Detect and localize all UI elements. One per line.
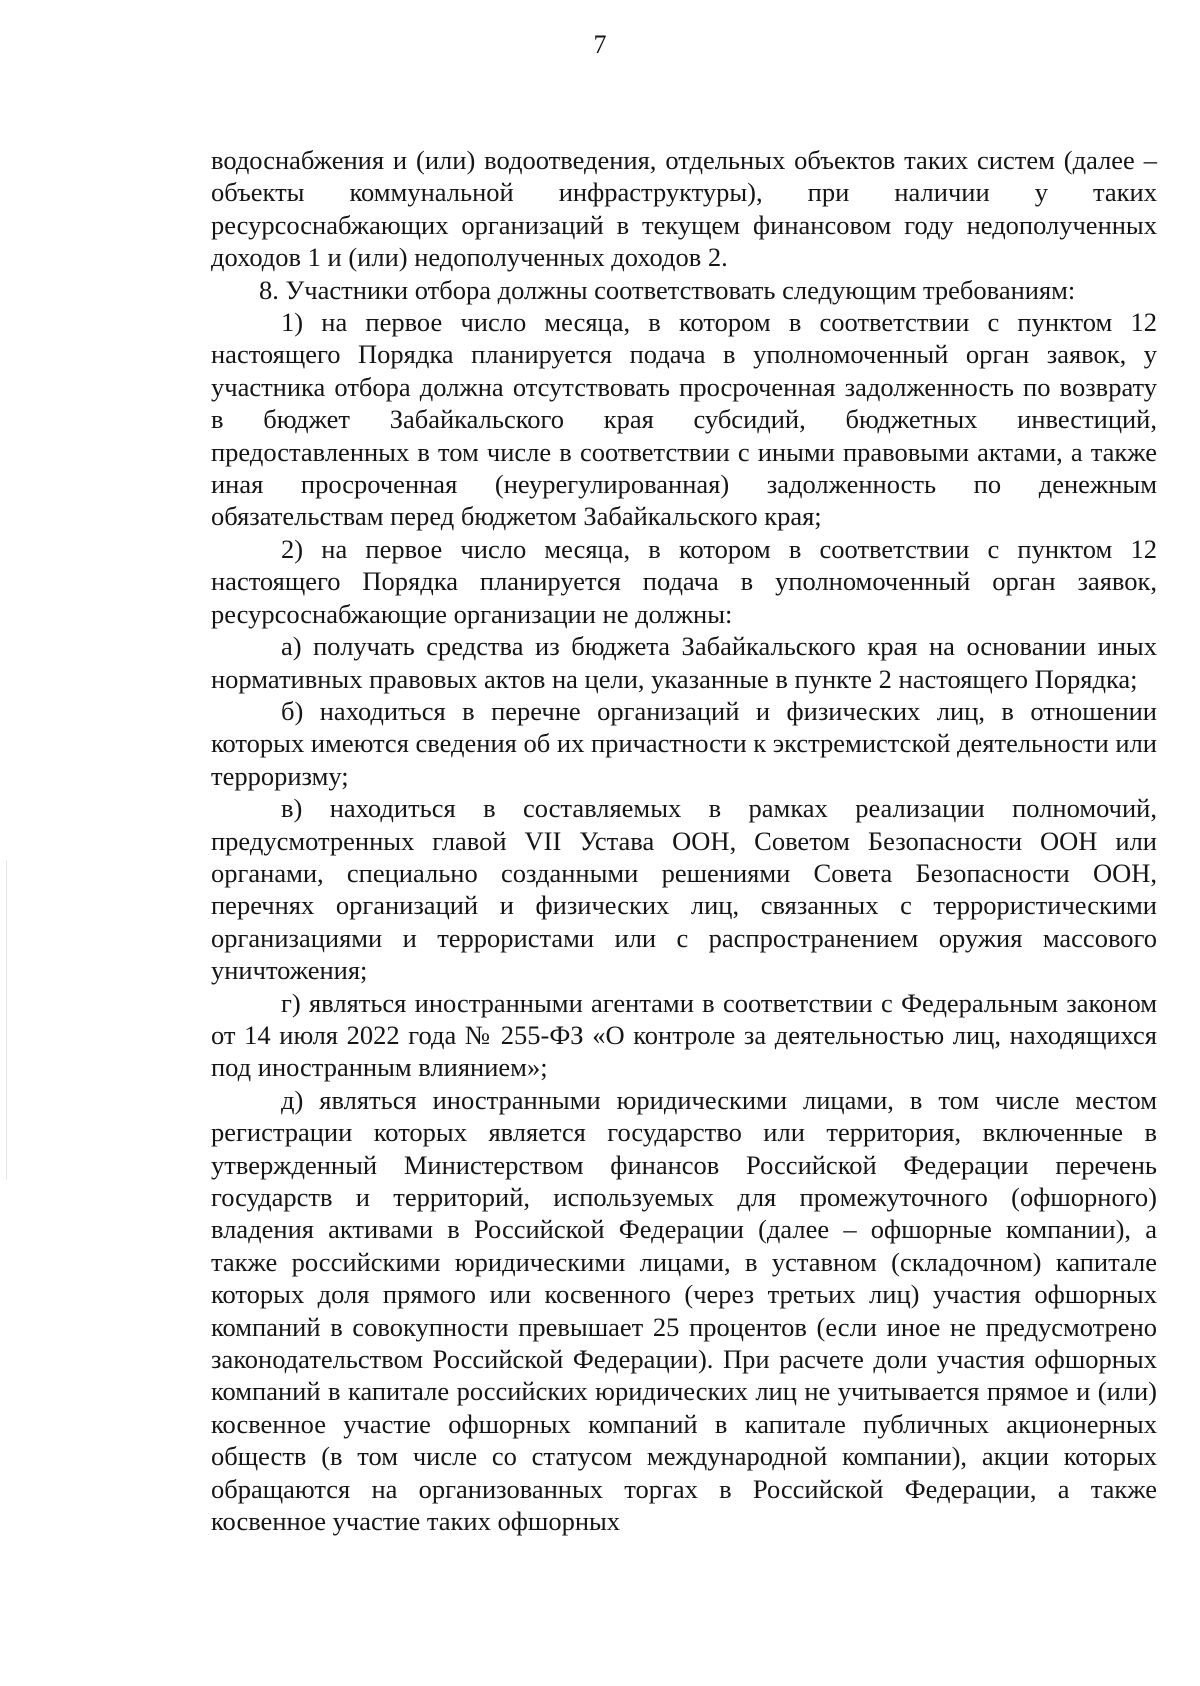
paragraph-subitem-1: 1) на первое число месяца, в котором в соответствии с пунктом 12 настоящего Порядка планируется подача в уполномоченный орган заявок, у участника отбора должна отсутствовать просроченная задолженность по возврату в бюджет Забайкальского края субсидий, бюджетных инвестиций, предоставленных в том числе в соответствии с иными правовыми актами, а также иная просроченная (неурегулированная) задолженность по денежным обязательствам перед бюджетом Забайкальского края; (211, 307, 1157, 532)
paragraph-item-8: 8. Участники отбора должны соответствовать следующим требованиям: (259, 274, 1076, 305)
paragraph-subitem-v: в) находиться в составляемых в рамках реализации полномочий, предусмотренных главой VII Устава ООН, Советом Безопасности ООН или органами, специально созданными решениями Совета Безопасности ООН, перечнях организаций и физических лиц, связанных с террористическими организациями и террористами или с распространением оружия массового уничтожения; (211, 793, 1157, 986)
page-number: 7 (593, 30, 607, 59)
paragraph-subitem-g: г) являться иностранными агентами в соответствии с Федеральным законом от 14 июля 2022 года № 255-ФЗ «О контроле за деятельностью лиц, находящихся под иностранным влиянием»; (211, 987, 1157, 1083)
paragraph-subitem-a: а) получать средства из бюджета Забайкальского края на основании иных нормативных правовых актов на цели, указанные в пункте 2 настоящего Порядка; (211, 631, 1157, 694)
document-body (211, 144, 1157, 1537)
paragraph-continuation: водоснабжения и (или) водоотведения, отдельных объектов таких систем (далее – объекты коммунальной инфраструктуры), при наличии у таких ресурсоснабжающих организаций в текущем финансовом году недополученных доходов 1 и (или) недополученных доходов 2. (211, 145, 1157, 273)
paragraph-subitem-b: б) находиться в перечне организаций и физических лиц, в отношении которых имеются сведения об их причастности к экстремистской деятельности или терроризму; (211, 695, 1157, 791)
scan-edge-mark (6, 860, 7, 1180)
paragraph-subitem-d: д) являться иностранными юридическими лицами, в том числе местом регистрации которых является государство или территория, включенные в утвержденный Министерством финансов Российской Федерации перечень государств и территорий, используемых для промежуточного (офшорного) владения активами в Российской Федерации (далее – офшорные компании), а также российскими юридическими лицами, в уставном (складочном) капитале которых доля прямого или косвенного (через третьих лиц) участия офшорных компаний в совокупности превышает 25 процентов (если иное не предусмотрено законодательством Российской Федерации). При расчете доли участия офшорных компаний в капитале российских юридических лиц не учитывается прямое и (или) косвенное участие офшорных компаний в капитале публичных акционерных обществ (в том числе со статусом международной компании), акции которых обращаются на организованных торгах в Российской Федерации, а также косвенное участие таких офшорных (211, 1084, 1157, 1537)
paragraph-subitem-2: 2) на первое число месяца, в котором в соответствии с пунктом 12 настоящего Порядка планируется подача в уполномоченный орган заявок, ресурсоснабжающие организации не должны: (211, 533, 1157, 629)
